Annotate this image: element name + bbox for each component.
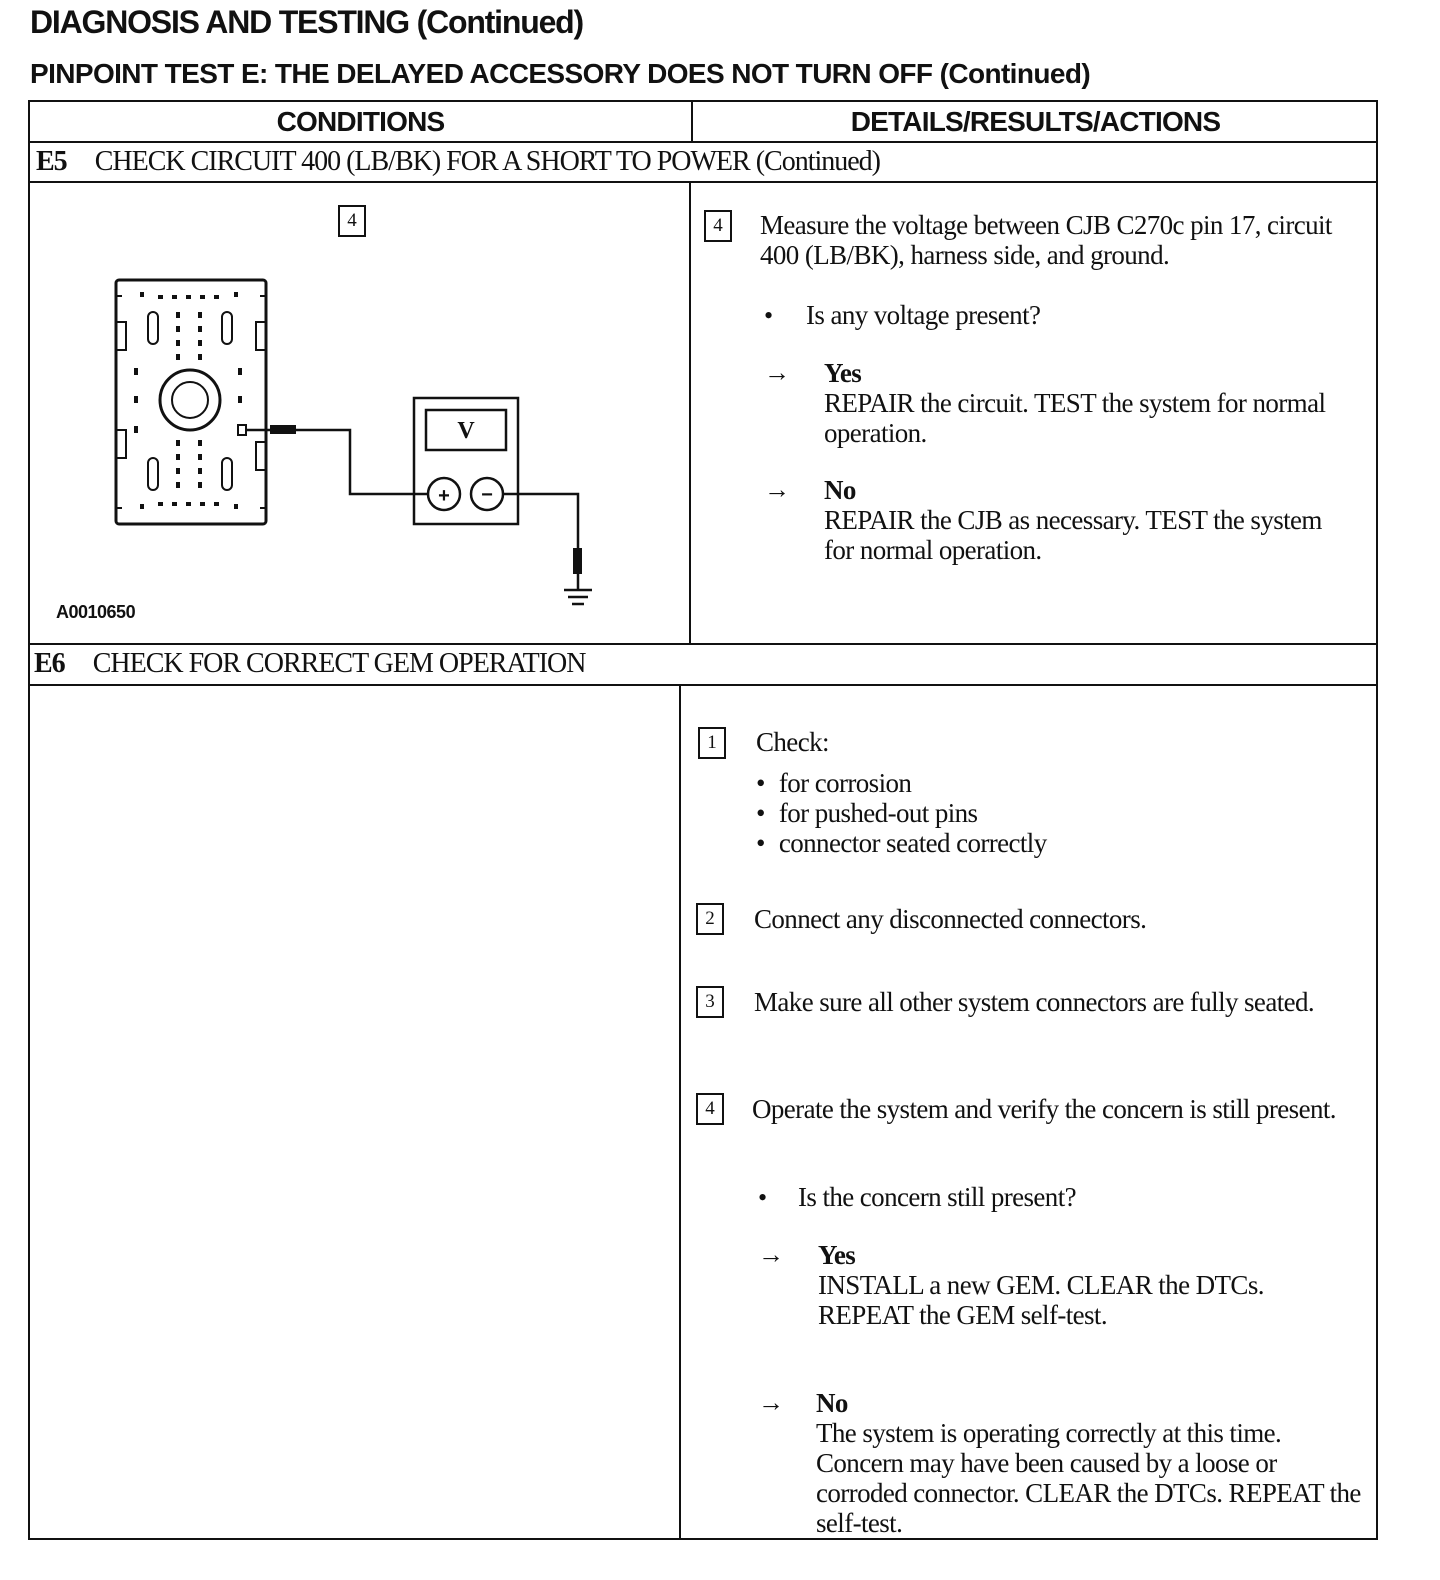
bullet-icon: • [764,301,774,330]
connector-center-post [160,370,220,430]
figure-step-box: 4 [338,205,366,237]
e5-question: Is any voltage present? [806,300,1041,330]
ground-icon [564,574,592,604]
e6-yes-text: INSTALL a new GEM. CLEAR the DTCs. REPEAT the GEM self-test. [818,1270,1264,1330]
e6-no-label: No [816,1388,848,1418]
e6-step-3-text: Make sure all other system connectors are fully seated. [754,987,1315,1017]
e6-step-2-text: Connect any disconnected connectors. [754,904,1147,934]
e6-step-3-box: 3 [696,986,724,1018]
e6-yes-label: Yes [818,1240,856,1270]
test-subtitle: PINPOINT TEST E: THE DELAYED ACCESSORY DOES NOT TURN OFF (Continued) [30,58,1091,89]
bullet-icon: • [758,1183,768,1212]
multimeter [414,398,518,524]
meter-label: V [457,418,475,444]
positive-lead [246,430,428,494]
e6-no-text: The system is operating correctly at this time. Concern may have been caused by a loose or corroded connector. CLEAR the DTCs. REPEAT the self-test. [816,1418,1361,1538]
e5-yes-label: Yes [824,358,862,388]
connector-c270c [116,280,266,524]
arrow-icon: → [758,1240,784,1269]
list-item: • for corrosion [756,768,1047,798]
e6-step-4-text: Operate the system and verify the concern is still present. [752,1094,1336,1124]
ground-probe [573,548,582,574]
arrow-icon: → [764,475,790,504]
e5-title-text: CHECK CIRCUIT 400 (LB/BK) FOR A SHORT TO POWER (Continued) [94,146,881,177]
figure-id: A0010650 [56,602,136,622]
e6-code: E6 [34,648,65,679]
arrow-icon: → [758,1388,784,1417]
list-item: • for pushed-out pins [756,798,1047,828]
minus-symbol: − [481,484,493,506]
details-header: DETAILS/RESULTS/ACTIONS [850,106,1221,137]
e5-code: E5 [36,146,67,177]
e6-step-1-text: Check: [756,727,829,757]
e5-yes-text: REPAIR the circuit. TEST the system for normal operation. [824,388,1326,448]
e6-step-1-box: 1 [698,727,726,759]
list-item: • connector seated correctly [756,828,1047,858]
e5-step-text: Measure the voltage between CJB C270c pin 17, circuit 400 (LB/BK), harness side, and ground. [760,210,1332,270]
e6-question: Is the concern still present? [798,1182,1076,1212]
e5-no-label: No [824,475,856,505]
conditions-header: CONDITIONS [276,106,445,137]
e5-step-box: 4 [704,210,732,242]
e6-title-text: CHECK FOR CORRECT GEM OPERATION [92,648,586,679]
negative-lead [503,494,578,548]
arrow-icon: → [764,358,790,387]
e6-title [34,648,585,680]
e6-step-2-box: 2 [696,903,724,935]
e5-no-text: REPAIR the CJB as necessary. TEST the system for normal operation. [824,505,1322,565]
e6-step-4-box: 4 [696,1093,724,1125]
check-list [756,768,1047,858]
page-title: DIAGNOSIS AND TESTING (Continued) [30,4,583,40]
pin-17 [238,425,246,435]
plus-symbol: + [438,485,450,507]
